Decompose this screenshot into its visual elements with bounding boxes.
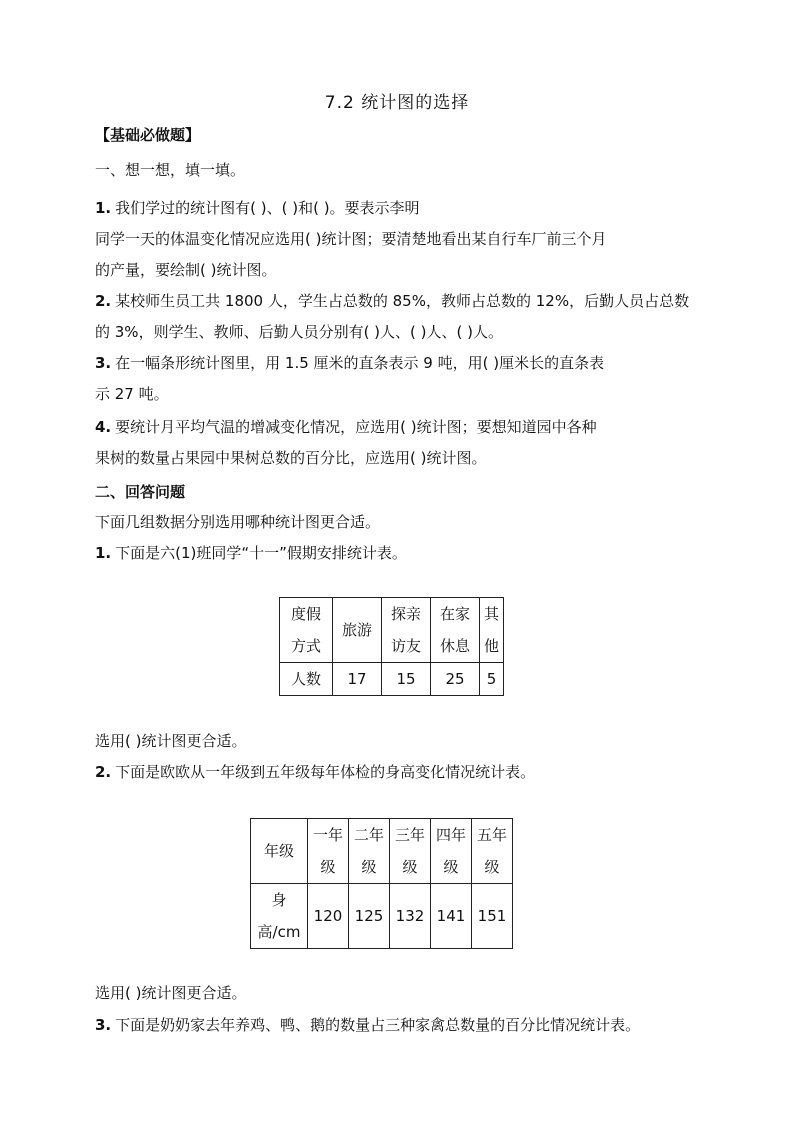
- table-cell: 25: [431, 663, 480, 696]
- q4-number: 4.: [95, 418, 112, 436]
- p2-q2-number: 2.: [95, 763, 112, 781]
- table-cell: 旅游: [333, 598, 382, 663]
- table-cell: 125: [349, 884, 390, 949]
- table-cell: 人数: [280, 663, 333, 696]
- page-title: 7.2 统计图的选择: [324, 93, 470, 113]
- p2-q2-answer: 选用( )统计图更合适。: [95, 984, 247, 1002]
- table-cell: 132: [390, 884, 431, 949]
- table-cell: 15: [382, 663, 431, 696]
- table-cell: 141: [431, 884, 472, 949]
- q2-line-2: 的 3%，则学生、教师、后勤人员分别有( )人、( )人、( )人。: [95, 323, 503, 341]
- p2-q1-text: 1. 下面是六(1)班同学“十一”假期安排统计表。: [95, 544, 407, 562]
- table-cell: 17: [333, 663, 382, 696]
- q4-line-1: 4. 要统计月平均气温的增减变化情况，应选用( )统计图；要想知道园中各种: [95, 418, 597, 436]
- p2-q2-text: 2. 下面是欧欧从一年级到五年级每年体检的身高变化情况统计表。: [95, 763, 536, 781]
- part1-heading: 一、想一想，填一填。: [95, 161, 246, 179]
- table-cell: 年级: [251, 819, 308, 884]
- p2-q3-number: 3.: [95, 1016, 112, 1034]
- q3-line-1: 3. 在一幅条形统计图里，用 1.5 厘米的直条表示 9 吨，用( )厘米长的直条表: [95, 354, 605, 372]
- table-cell: 度假方式: [280, 598, 333, 663]
- q1-number: 1.: [95, 199, 112, 217]
- section-basic: 【基础必做题】: [95, 126, 201, 144]
- table-cell: 一年级: [308, 819, 349, 884]
- p2-q3-text: 3. 下面是奶奶家去年养鸡、鸭、鹅的数量占三种家禽总数量的百分比情况统计表。: [95, 1016, 641, 1034]
- table-cell: 三年级: [390, 819, 431, 884]
- q4-line-2: 果树的数量占果园中果树总数的百分比，应选用( )统计图。: [95, 449, 487, 467]
- q2-number: 2.: [95, 292, 112, 310]
- table-cell: 其他: [480, 598, 504, 663]
- table-cell: 151: [472, 884, 513, 949]
- p2-q1-answer: 选用( )统计图更合适。: [95, 732, 247, 750]
- table-cell: 四年级: [431, 819, 472, 884]
- table-cell: 五年级: [472, 819, 513, 884]
- vacation-table: [279, 597, 504, 696]
- table-cell: 探亲访友: [382, 598, 431, 663]
- q3-line-2: 示 27 吨。: [95, 385, 169, 403]
- part2-heading: 二、回答问题: [95, 483, 186, 501]
- table-cell: 120: [308, 884, 349, 949]
- table-row: [251, 819, 513, 884]
- height-table: [250, 818, 513, 949]
- table-row: [280, 663, 504, 696]
- table-cell: 二年级: [349, 819, 390, 884]
- q2-line-1: 2. 某校师生员工共 1800 人，学生占总数的 85%，教师占总数的 12%，后勤人员占总数: [95, 292, 690, 310]
- part2-intro: 下面几组数据分别选用哪种统计图更合适。: [95, 513, 381, 531]
- table-row: [280, 598, 504, 663]
- q1-line-3: 的产量，要绘制( )统计图。: [95, 261, 277, 279]
- q1-line-1: 1. 我们学过的统计图有( )、( )和( )。要表示李明: [95, 199, 420, 217]
- table-row: [251, 884, 513, 949]
- table-cell: 在家休息: [431, 598, 480, 663]
- q3-number: 3.: [95, 354, 112, 372]
- table-cell: 5: [480, 663, 504, 696]
- table-cell: 身高/cm: [251, 884, 308, 949]
- q1-line-2: 同学一天的体温变化情况应选用( )统计图；要清楚地看出某自行车厂前三个月: [95, 230, 607, 248]
- p2-q1-number: 1.: [95, 544, 112, 562]
